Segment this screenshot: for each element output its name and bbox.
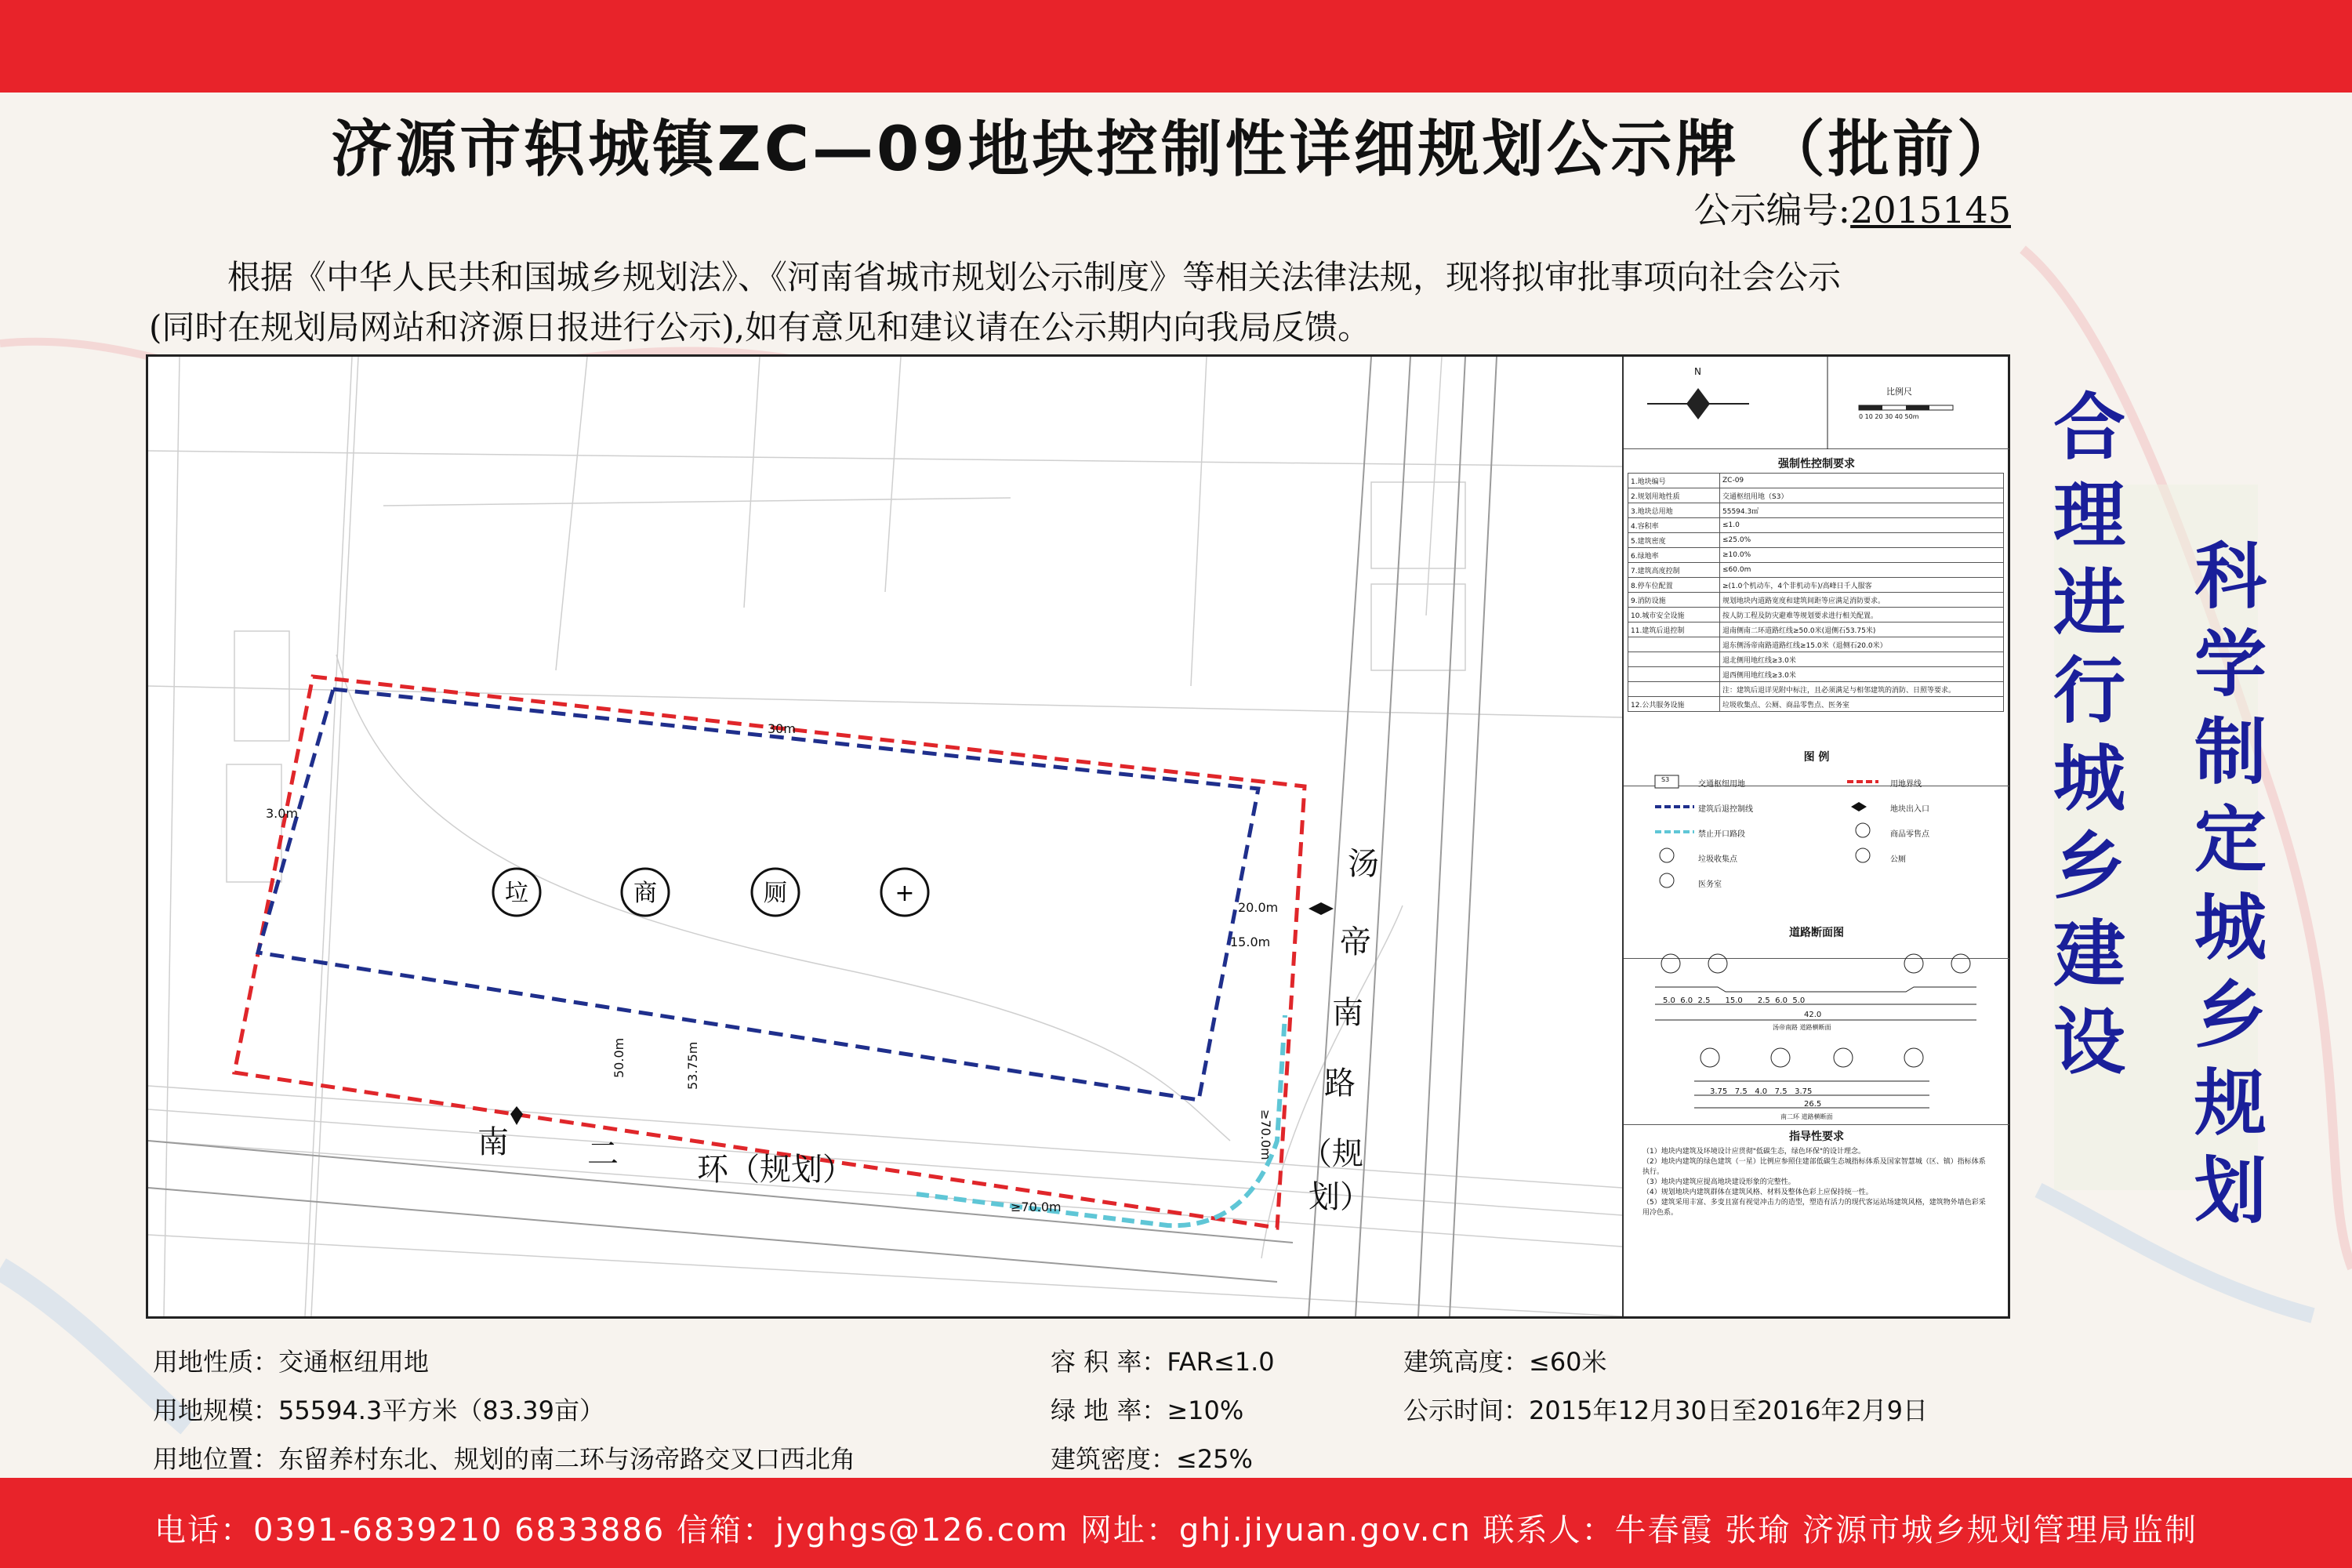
toilet-label: 厕 (764, 880, 787, 907)
requirement-value: ≤1.0 (1720, 518, 2004, 533)
dim-top: 30m (768, 721, 796, 736)
scale-label: 比例尺 (1886, 387, 1912, 397)
site-plan-map (148, 357, 1622, 1316)
requirement-item (1628, 682, 1720, 697)
guide-title: 指导性要求 (1789, 1131, 1844, 1143)
legend-s3: 交通枢纽用地 (1698, 780, 1745, 789)
requirement-row (1628, 474, 2004, 488)
info-height: 建筑高度：≤60米 (1403, 1347, 1607, 1377)
legend-garbage: 垃圾收集点 (1698, 855, 1737, 864)
road-east-char-4: 路 (1324, 1065, 1356, 1102)
guide-item-2: （2）地块内建筑的绿色建筑（一星）比例应参照住建部低碳生态城指标体系及国家智慧城（区、镇）指标体系执行。 (1642, 1158, 1986, 1176)
requirement-row (1628, 518, 2004, 533)
requirement-item: 5.建筑密度 (1628, 533, 1720, 548)
road-east-char-5: （规 (1301, 1136, 1363, 1172)
road-south-char-1: 南 (477, 1124, 509, 1160)
legend-title: 图 例 (1803, 751, 1830, 764)
requirement-item: 12.公共服务设施 (1628, 697, 1720, 712)
dim-left: 3.0m (266, 806, 299, 821)
requirement-row (1628, 503, 2004, 518)
info-land-use: 用地性质：交通枢纽用地 (153, 1347, 430, 1377)
dim-53-75: 53.75m (685, 1041, 700, 1090)
road-section-panel (1624, 921, 2009, 1125)
requirement-row (1628, 622, 2004, 637)
legend-entrance: 地块出入口 (1890, 805, 1929, 814)
requirement-item: 1.地块编号 (1628, 474, 1720, 488)
road-east-char-3: 南 (1332, 995, 1363, 1031)
info-period: 公示时间：2015年12月30日至2016年2月9日 (1403, 1396, 1929, 1425)
road-east-label (1301, 846, 1379, 1215)
section2-total: 26.5 (1804, 1100, 1822, 1109)
legend-clinic: 医务室 (1698, 880, 1722, 889)
slogan-right: 科学制定城乡规划 (2194, 535, 2267, 1233)
requirement-row (1628, 667, 2004, 682)
info-density: 建筑密度：≤25% (1051, 1444, 1253, 1474)
requirement-value: 退南侧南二环道路红线≥50.0米(退侧石53.75米) (1720, 622, 2004, 637)
guide-item-5: （5）建筑采用丰富、多变且富有视觉冲击力的造型，塑造有活力的现代客运站场建筑风格，建筑物外墙色彩采用冷色系。 (1642, 1199, 1986, 1217)
requirement-row (1628, 682, 2004, 697)
requirement-row (1628, 578, 2004, 593)
requirement-item: 4.容积率 (1628, 518, 1720, 533)
requirement-item: 7.建筑高度控制 (1628, 563, 1720, 578)
publication-number-value: 2015145 (1850, 189, 2011, 231)
requirement-value: 退东侧汤帝南路道路红线≥15.0米（退侧石20.0米） (1720, 637, 2004, 652)
garbage-point-label: 垃 (505, 880, 528, 907)
requirement-row (1628, 697, 2004, 712)
requirements-table (1628, 473, 2004, 712)
info-land-scale: 用地规模：55594.3平方米（83.39亩） (153, 1396, 604, 1425)
info-location: 用地位置：东留养村东北、规划的南二环与汤帝路交叉口西北角 (153, 1444, 856, 1474)
requirement-value: ≥10.0% (1720, 548, 2004, 563)
road-east-char-2: 帝 (1340, 924, 1371, 960)
footer-contact: 电话：0391-6839210 6833886 信箱：jyghgs@126.com 网址：ghj.jiyuan.gov.cn 联系人：牛春霞 张瑜 济源市城乡规划管理局监制 (154, 1512, 2198, 1548)
guide-item-1: （1）地块内建筑及环境设计应贯彻"低碳生态，绿色环保"的设计理念。 (1642, 1148, 1866, 1156)
dim-70-east: ≥70.0m (1258, 1109, 1273, 1160)
road-south-char-2: 二 (587, 1136, 619, 1172)
legend-boundary: 用地界线 (1890, 780, 1922, 789)
legend-s3-code: S3 (1661, 776, 1670, 783)
intro-line-2: (同时在规划局网站和济源日报进行公示),如有意见和建议请在公示期内向我局反馈。 (149, 308, 1371, 347)
road-east-char-6: 划） (1308, 1179, 1371, 1215)
requirement-value: 垃圾收集点、公厕、商品零售点、医务室 (1720, 697, 2004, 712)
requirement-value: ≤25.0% (1720, 533, 2004, 548)
requirement-item: 3.地块总用地 (1628, 503, 1720, 518)
road-south-char-3: 环（规划） (697, 1152, 854, 1188)
legend-setback: 建筑后退控制线 (1698, 805, 1753, 814)
facility-icons (493, 869, 928, 916)
requirement-item: 2.规划用地性质 (1628, 488, 1720, 503)
plan-board (146, 354, 2010, 1319)
info-green: 绿 地 率：≥10% (1051, 1396, 1244, 1425)
requirement-row (1628, 593, 2004, 608)
section1-total: 42.0 (1804, 1011, 1822, 1019)
legend-noopen: 禁止开口路段 (1698, 830, 1745, 839)
requirement-value: 退北侧用地红线≥3.0米 (1720, 652, 2004, 667)
requirement-row (1628, 652, 2004, 667)
requirement-item: 6.绿地率 (1628, 548, 1720, 563)
requirement-row (1628, 608, 2004, 622)
north-arrow-icon (1624, 357, 2009, 449)
guide-item-4: （4）规划地块内建筑群体在建筑风格、材料及整体色彩上应保持统一性。 (1642, 1189, 1873, 1196)
parcel-lines (148, 357, 1622, 1316)
entrance-arrow-south-icon (510, 1114, 523, 1125)
requirement-value: 退西侧用地红线≥3.0米 (1720, 667, 2004, 682)
requirement-row (1628, 563, 2004, 578)
publication-number-label: 公示编号: (1693, 189, 1851, 231)
requirement-item (1628, 637, 1720, 652)
slogan-left: 合理进行城乡建设 (2053, 386, 2125, 1084)
requirement-value: 交通枢纽用地（S3） (1720, 488, 2004, 503)
requirement-value: ≥(1.0个机动车，4个非机动车)/高峰日千人服客 (1720, 578, 2004, 593)
page-title: 济源市轵城镇ZC—09地块控制性详细规划公示牌 （批前） (331, 114, 2021, 185)
requirement-item: 8.停车位配置 (1628, 578, 1720, 593)
requirement-value: 注：建筑后退详见附中标注，且必须满足与相邻建筑的消防、日照等要求。 (1720, 682, 2004, 697)
land-boundary-line (234, 677, 1305, 1228)
entrance-arrow-east-icon (1308, 902, 1321, 915)
dim-70-south: ≥70.0m (1011, 1200, 1062, 1214)
intro-line-1: 根据《中华人民共和国城乡规划法》、《河南省城市规划公示制度》等相关法律法规，现将拟审批事项向社会公示 (227, 258, 1842, 296)
road-section-title: 道路断面图 (1789, 927, 1844, 939)
dim-50: 50.0m (612, 1037, 626, 1078)
road-east-char-1: 汤 (1348, 846, 1379, 882)
requirement-value: 按人防工程及防灾避难等规划要求进行相关配置。 (1720, 608, 2004, 622)
requirement-item: 11.建筑后退控制 (1628, 622, 1720, 637)
requirement-item (1628, 667, 1720, 682)
requirements-section (1624, 449, 2009, 786)
legend-toilet: 公厕 (1890, 855, 1906, 864)
section2-dims: 3.75 7.5 4.0 7.5 3.75 (1710, 1087, 1813, 1096)
requirements-title: 强制性控制要求 (1778, 458, 1855, 470)
dim-20: 20.0m (1238, 900, 1279, 915)
requirement-item: 9.消防设施 (1628, 593, 1720, 608)
section2-name: 南二环 道路横断面 (1780, 1113, 1833, 1120)
publication-number (1694, 182, 2011, 234)
requirement-row (1628, 533, 2004, 548)
guide-section (1624, 1125, 2009, 1316)
section1-name: 汤帝南路 道路横断面 (1773, 1024, 1831, 1031)
legend-panel (1622, 357, 2009, 1316)
guide-text (1642, 1147, 1987, 1218)
requirement-item (1628, 652, 1720, 667)
scale-ticks: 0 10 20 30 40 50m (1859, 413, 1919, 420)
intro-text (149, 252, 2015, 353)
top-banner (0, 0, 2352, 93)
requirement-row (1628, 488, 2004, 503)
north-label: N (1694, 366, 1701, 377)
north-scale-section (1624, 357, 2009, 449)
clinic-label: + (895, 880, 915, 907)
section1-dims: 5.0 6.0 2.5 15.0 2.5 6.0 5.0 (1663, 996, 1806, 1005)
requirement-value: ≤60.0m (1720, 563, 2004, 578)
entrance-arrow-icons (510, 902, 1334, 1125)
requirement-value: 规划地块内道路宽度和建筑间距等应满足消防要求。 (1720, 593, 2004, 608)
shop-point-label: 商 (633, 880, 657, 907)
requirement-value: ZC-09 (1720, 474, 2004, 488)
requirement-value: 55594.3㎡ (1720, 503, 2004, 518)
dim-15: 15.0m (1230, 935, 1271, 949)
legend-shop: 商品零售点 (1890, 830, 1929, 839)
requirement-item: 10.城市安全设施 (1628, 608, 1720, 622)
guide-item-3: （3）地块内建筑应提高地块建设形象的完整性。 (1642, 1178, 1795, 1186)
requirement-row (1628, 548, 2004, 563)
info-far: 容 积 率：FAR≤1.0 (1051, 1347, 1275, 1377)
requirement-row (1628, 637, 2004, 652)
